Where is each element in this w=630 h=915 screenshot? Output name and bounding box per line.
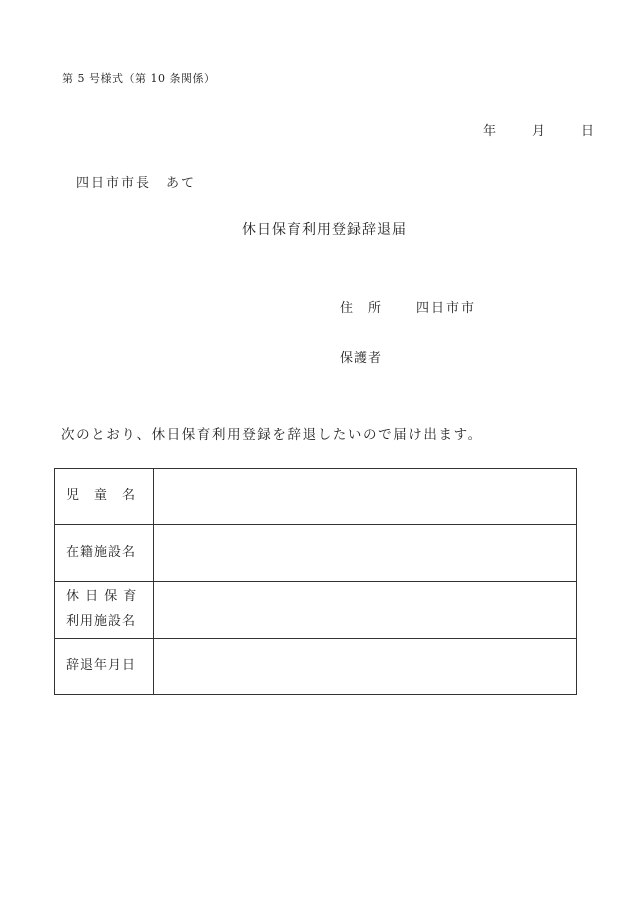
form-number: 第 5 号様式（第 10 条関係） xyxy=(62,72,216,85)
child-name-field[interactable] xyxy=(153,469,576,525)
table-row xyxy=(55,469,577,525)
table-row xyxy=(55,582,577,639)
enrolled-facility-label: 在籍施設名 xyxy=(55,525,154,582)
withdrawal-date-label: 辞退年月日 xyxy=(55,639,154,695)
holiday-facility-label: 休 日 保 育 利用施設名 xyxy=(55,582,154,639)
guardian-label: 保護者 xyxy=(340,351,383,366)
address-label: 住 所 xyxy=(340,301,383,316)
enrolled-facility-field[interactable] xyxy=(153,525,576,582)
form-table xyxy=(54,468,577,695)
table-row xyxy=(55,525,577,582)
date-month: 月 xyxy=(532,124,546,139)
date-line xyxy=(483,120,594,139)
address-value: 四日市市 xyxy=(416,301,477,316)
child-name-label: 児 童 名 xyxy=(55,469,154,525)
holiday-facility-field[interactable] xyxy=(153,582,576,639)
date-year: 年 xyxy=(483,124,497,139)
date-day: 日 xyxy=(581,124,595,139)
statement: 次のとおり、休日保育利用登録を辞退したいので届け出ます。 xyxy=(61,427,483,443)
withdrawal-date-field[interactable] xyxy=(153,639,576,695)
document-title: 休日保育利用登録辞退届 xyxy=(242,222,407,238)
addressee: 四日市市長 あて xyxy=(76,176,197,191)
table-row xyxy=(55,639,577,695)
